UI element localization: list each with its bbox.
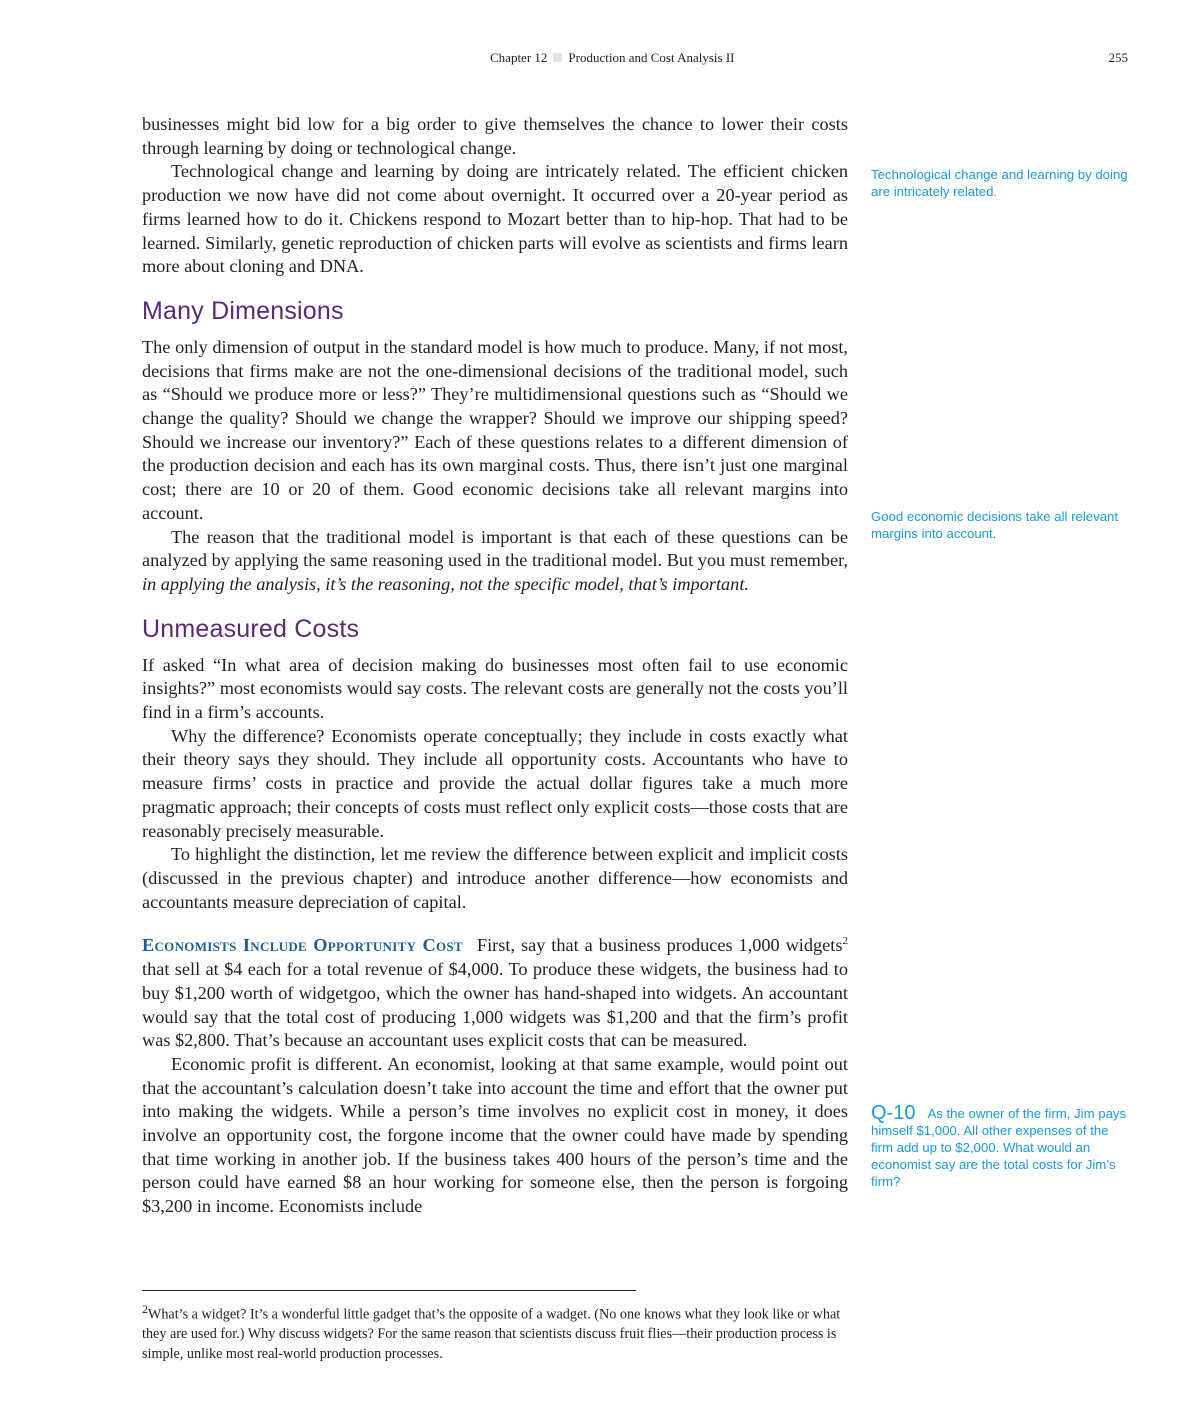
margin-note: Technological change and learning by doing are intricately related. <box>871 167 1128 199</box>
chapter-label: Chapter 12 <box>490 50 548 65</box>
paragraph: Economic profit is different. An economist, looking at that same example, would point out that the accountant’s calculation doesn’t take into account the time and effort that the owner put into making the widgets. While a person’s time involves no explicit cost in money, it does involve an opportunity cost, the forgone income that the owner could have made by spending that time working in another job. If the business takes 400 hours of the person’s time and the person could have earned $8 an hour working for someone else, then the person is forgoing $3,200 in income. Economists include <box>142 1053 848 1217</box>
chapter-name: Production and Cost Analysis II <box>568 50 735 65</box>
question-label: Q-10 <box>871 1102 916 1124</box>
paragraph: To highlight the distinction, let me review the difference between explicit and implicit costs (discussed in the previous chapter) and introduce another difference—how economists and accountants measure depreciation of capital. <box>142 844 848 912</box>
margin-question <box>871 1102 1133 1190</box>
section-heading-unmeasured-costs: Unmeasured Costs <box>142 614 360 643</box>
paragraph-text: that sell at $4 each for a total revenue of $4,000. To produce these widgets, the business had to buy $1,200 worth of widgetgoo, which the owner has hand-shaped into widgets. An accountant would say that the total cost of producing 1,000 widgets was $1,200 and that the firm’s profit was $2,800. That’s because an accountant uses explicit costs that can be measured. <box>142 959 848 1051</box>
running-header <box>0 50 1200 70</box>
margin-note: Good economic decisions take all relevant margins into account. <box>871 509 1119 541</box>
paragraph: The only dimension of output in the standard model is how much to produce. Many, if not most, decisions that firms make are not the one-dimensional decisions of the traditional model, such as “Should we produce more or less?” They’re multidimensional questions such as “Should we change the quality? Should we change the wrapper? Should we improve our shipping speed? Should we increase our inventory?” Each of these questions relates to a different dimension of the production decision and each has its own marginal costs. Thus, there isn’t just one marginal cost; there are 10 or 20 of them. Good economic decisions take all relevant margins into account. <box>142 336 848 523</box>
paragraph-text: First, say that a business produces 1,000 widgets <box>476 935 843 956</box>
page-number: 255 <box>1108 50 1128 65</box>
paragraph: Technological change and learning by doing are intricately related. The efficient chicken production we now have did not come about overnight. It occurred over a 20-year period as firms learned how to do it. Chickens respond to Mozart better than to hip-hop. That had to be learned. Similarly, genetic reproduction of chicken parts will evolve as scientists and firms learn more about cloning and DNA. <box>142 161 848 277</box>
footnote <box>142 1300 848 1364</box>
paragraph <box>142 526 848 597</box>
paragraph <box>142 934 848 1053</box>
footnote-marker: 2 <box>142 1302 148 1316</box>
footnote-text <box>142 1300 848 1364</box>
paragraph: Why the difference? Economists operate conceptually; they include in costs exactly what their theory says they should. They include all opportunity costs. Accountants who have to measure firms’ costs in practice and provide the actual dollar figures take a much more pragmatic approach; their concepts of costs must reflect only explicit costs—those costs that are reasonably precisely measurable. <box>142 725 848 841</box>
subsection-heading: Economists Include Opportunity Cost <box>142 935 463 956</box>
emphasized-text: in applying the analysis, it’s the reasoning, not the specific model, that’s important. <box>142 573 749 594</box>
header-separator <box>553 53 562 62</box>
section-heading-many-dimensions: Many Dimensions <box>142 296 344 325</box>
paragraph: If asked “In what area of decision making do businesses most often fail to use economic insights?” most economists would say costs. The relevant costs are generally not the costs you’ll find in a firm’s accounts. <box>142 654 848 723</box>
footnote-reference[interactable]: 2 <box>842 935 848 948</box>
footnote-body: What’s a widget? It’s a wonderful little gadget that’s the opposite of a wadget. (No one knows what they look like or what they are used for.) Why discuss widgets? For the same reason that scientists discuss fruit flies—their production process is simple, unlike most real-world production processes. <box>142 1306 841 1362</box>
paragraph-text: The reason that the traditional model is important is that each of these questions can be analyzed by applying the same reasoning used in the traditional model. But you must remember, <box>142 526 848 571</box>
main-text <box>142 113 848 1219</box>
footnote-divider <box>142 1290 636 1291</box>
question-text: As the owner of the firm, Jim pays himself $1,000. All other expenses of the firm add up to $2,000. What would an economist say are the total costs for Jim’s firm? <box>871 1106 1127 1189</box>
paragraph: businesses might bid low for a big order to give themselves the chance to lower their costs through learning by doing or technological change. <box>142 114 848 158</box>
chapter-title <box>490 50 735 66</box>
